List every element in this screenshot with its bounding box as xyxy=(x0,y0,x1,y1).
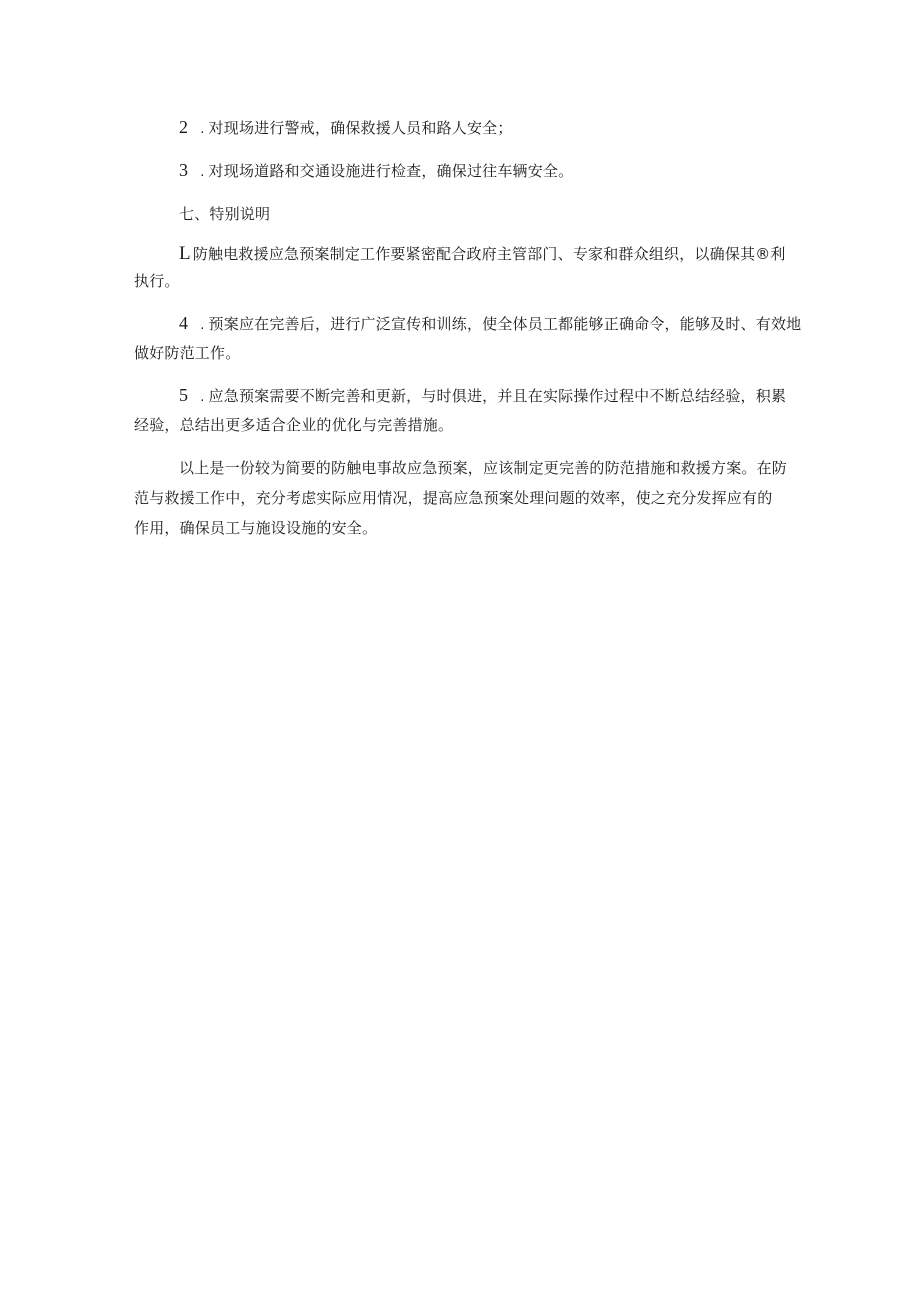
note-item-1-continuation: 执行。 xyxy=(134,272,180,290)
list-separator: . xyxy=(200,390,205,405)
note-item-5-continuation: 经验，总结出更多适合企业的优化与完善措施。 xyxy=(134,416,454,434)
note-text-line1: 应急预案需要不断完善和更新，与时俱进，并且在实际操作过程中不断总结经验，积累 xyxy=(208,387,787,405)
note-text-line1: 防触电救援应急预案制定工作要紧密配合政府主管部门、专家和群众组织，以确保其®利 xyxy=(192,245,786,263)
list-separator: . xyxy=(200,318,205,333)
note-item-4 xyxy=(179,313,801,336)
list-separator: . xyxy=(200,165,205,180)
section-heading: 七、特别说明 xyxy=(179,205,271,223)
list-number: 2 xyxy=(179,117,189,137)
list-item-text: 对现场道路和交通设施进行检查，确保过往车辆安全。 xyxy=(208,162,574,180)
list-separator: . xyxy=(200,122,205,137)
list-number: 5 xyxy=(179,385,189,405)
list-number: L xyxy=(179,243,191,264)
note-item-1 xyxy=(179,244,786,264)
note-text-line1: 预案应在完善后，进行广泛宣传和训练，使全体员工都能够正确命令，能够及时、有效地 xyxy=(208,315,802,333)
conclusion-line-2: 范与救援工作中，充分考虑实际应用情况，提高应急预案处理问题的效率，使之充分发挥应有的 xyxy=(134,489,773,507)
list-number: 3 xyxy=(179,160,189,180)
conclusion-line-3: 作用，确保员工与施设设施的安全。 xyxy=(134,519,378,537)
conclusion-line-1: 以上是一份较为简要的防触电事故应急预案，应该制定更完善的防范措施和救援方案。在防 xyxy=(179,459,788,477)
list-item-text: 对现场进行警戒，确保救援人员和路人安全； xyxy=(208,119,513,137)
list-item-3 xyxy=(179,160,573,183)
note-item-5 xyxy=(179,385,786,408)
note-item-4-continuation: 做好防范工作。 xyxy=(134,344,241,362)
list-number: 4 xyxy=(179,313,189,333)
list-item-2 xyxy=(179,117,513,140)
